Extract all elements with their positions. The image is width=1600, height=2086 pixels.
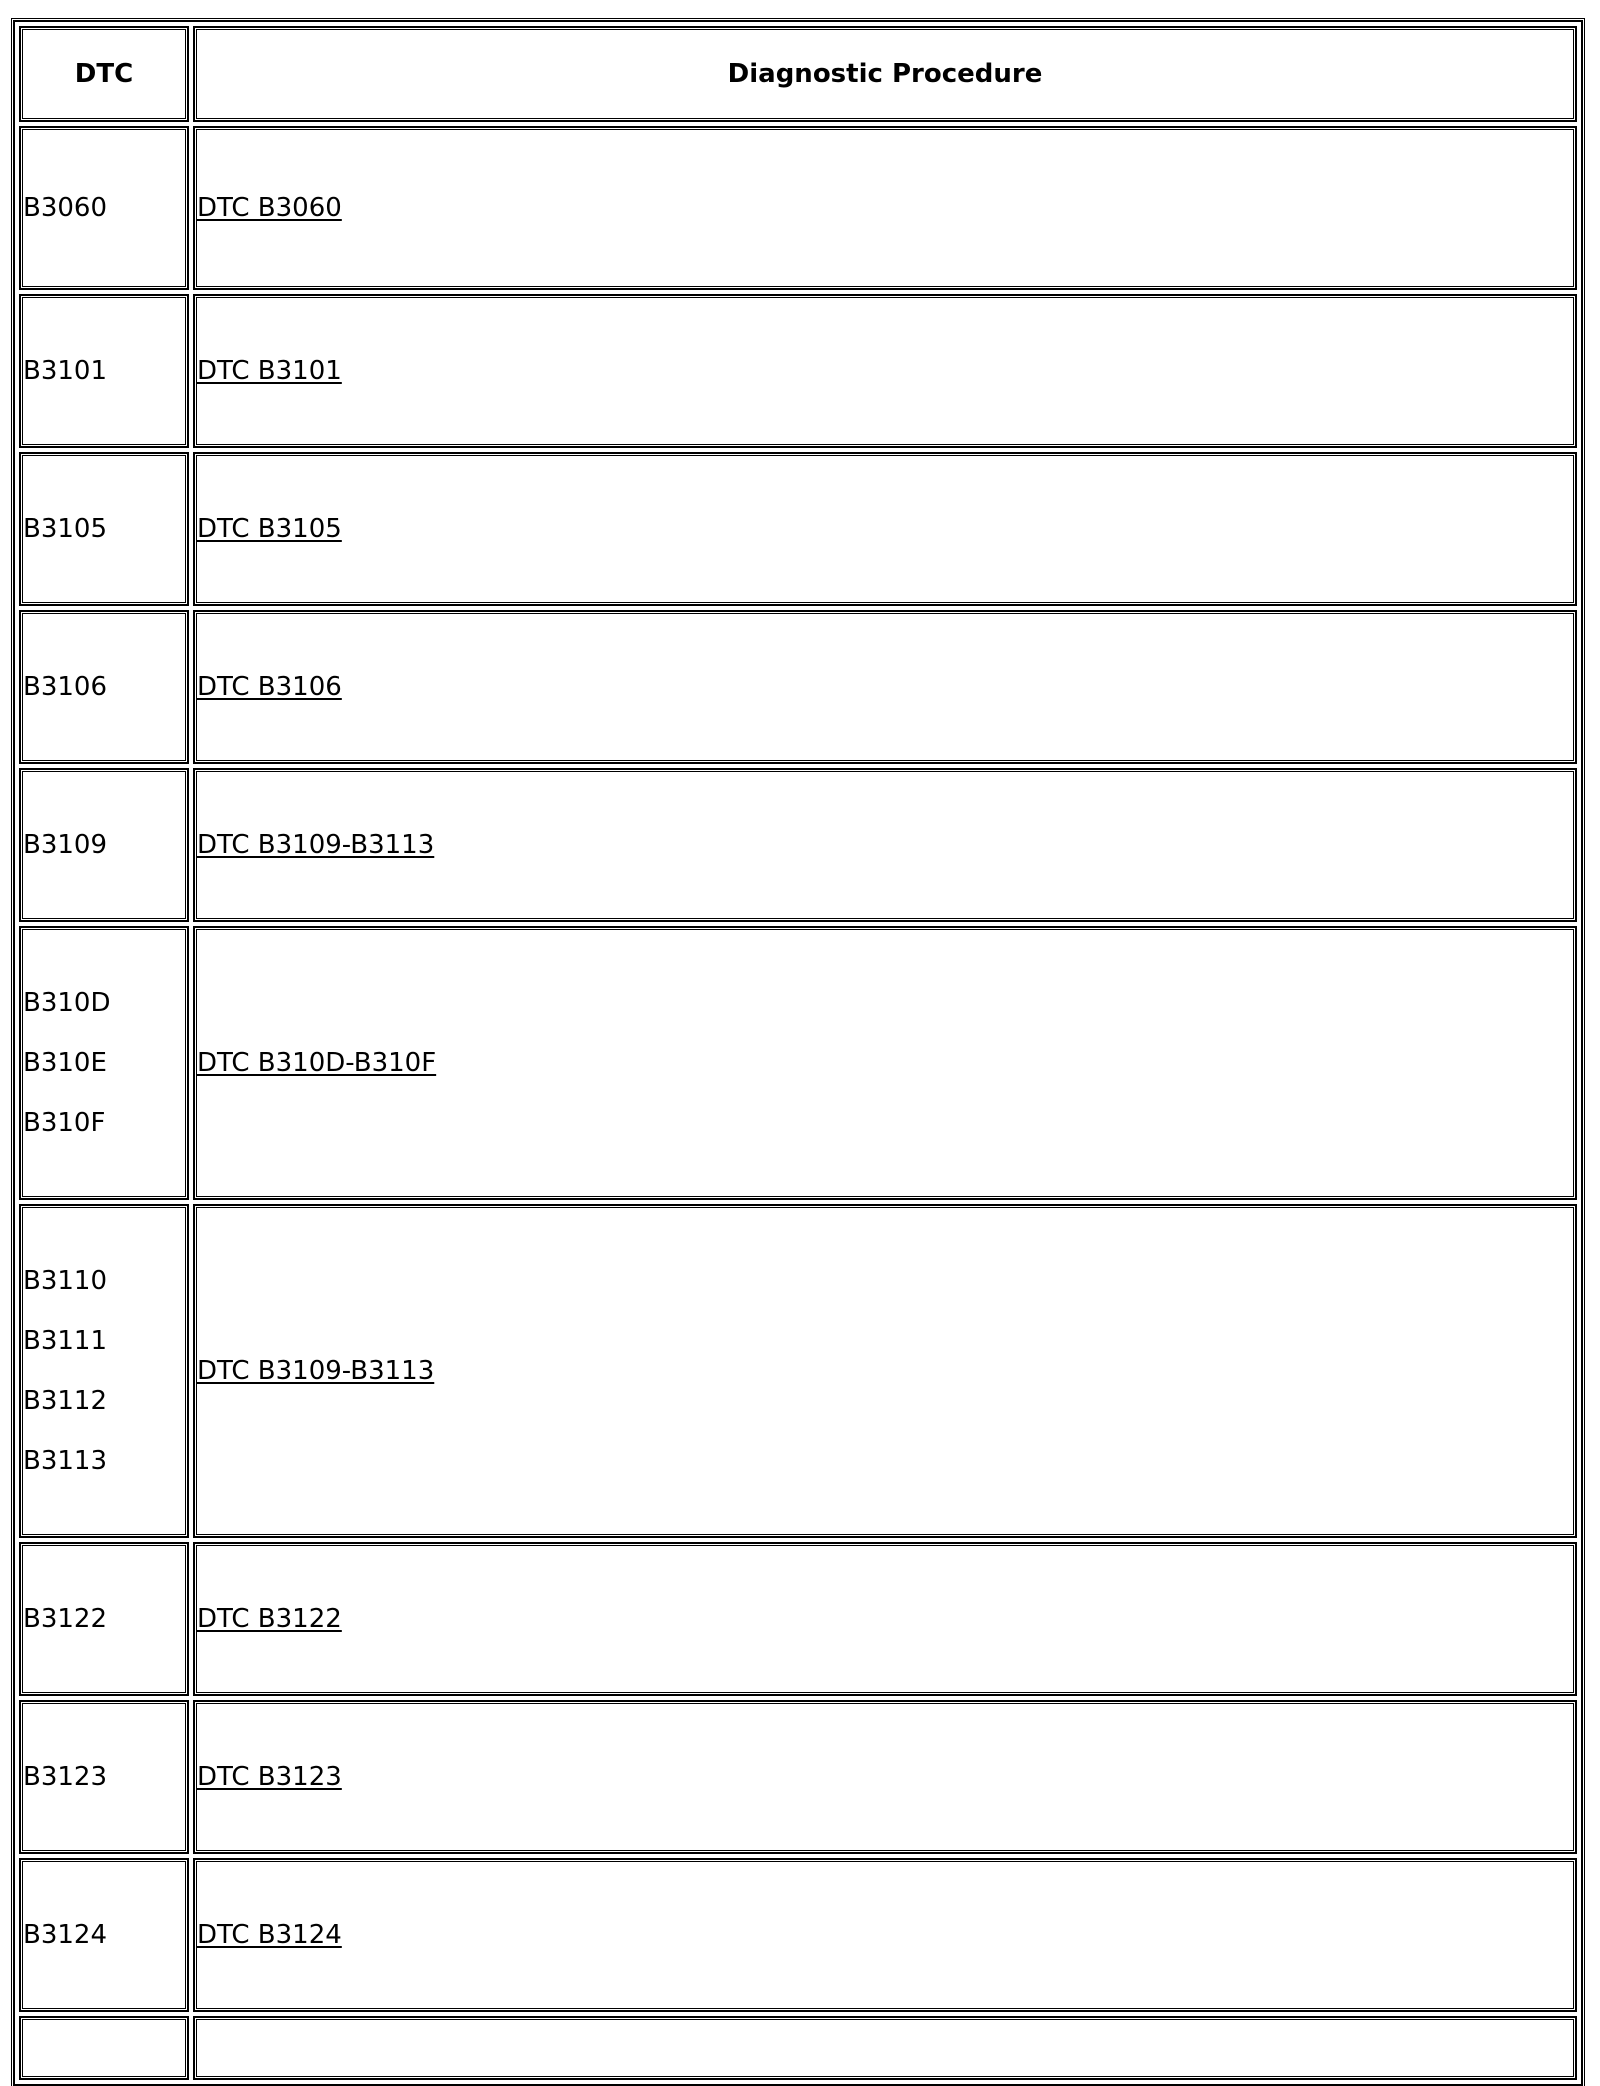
- table-row: [19, 452, 1577, 606]
- table-row: [19, 610, 1577, 764]
- procedure-link[interactable]: DTC B3105: [197, 514, 342, 544]
- table-row: [19, 1700, 1577, 1854]
- dtc-code: B3113: [23, 1446, 108, 1476]
- procedure-link[interactable]: DTC B3106: [197, 672, 342, 702]
- table-row: [19, 1542, 1577, 1696]
- procedure-cell: [193, 1204, 1577, 1538]
- table-row: [19, 1204, 1577, 1538]
- dtc-cell: [19, 294, 189, 448]
- table-row: [19, 126, 1577, 290]
- table-row: [19, 294, 1577, 448]
- dtc-table: [13, 20, 1583, 2086]
- procedure-link[interactable]: DTC B310D-B310F: [197, 1048, 437, 1078]
- dtc-cell: [19, 1858, 189, 2012]
- table-row: [19, 768, 1577, 922]
- procedure-link[interactable]: DTC B3124: [197, 1920, 342, 1950]
- procedure-cell: [193, 610, 1577, 764]
- dtc-cell: [19, 768, 189, 922]
- procedure-cell: [193, 1542, 1577, 1696]
- dtc-cell-empty: [19, 2016, 189, 2080]
- procedure-link[interactable]: DTC B3060: [197, 193, 342, 223]
- dtc-code: B310E: [23, 1048, 107, 1078]
- dtc-code: B3105: [23, 514, 108, 544]
- table-row: [19, 1858, 1577, 2012]
- procedure-cell: [193, 1858, 1577, 2012]
- procedure-link[interactable]: DTC B3109-B3113: [197, 830, 435, 860]
- table-row-partial: [19, 2016, 1577, 2080]
- procedure-cell: [193, 926, 1577, 1200]
- procedure-cell: [193, 452, 1577, 606]
- table-row: [19, 926, 1577, 1200]
- dtc-code: B3112: [23, 1386, 108, 1416]
- dtc-code: B3122: [23, 1604, 108, 1634]
- dtc-cell: [19, 452, 189, 606]
- procedure-link[interactable]: DTC B3123: [197, 1762, 342, 1792]
- procedure-link[interactable]: DTC B3122: [197, 1604, 342, 1634]
- dtc-column-header: DTC: [19, 26, 189, 122]
- dtc-cell: [19, 926, 189, 1200]
- procedure-cell: [193, 126, 1577, 290]
- procedure-cell: [193, 294, 1577, 448]
- dtc-code: B3106: [23, 672, 108, 702]
- procedure-cell-empty: [193, 2016, 1577, 2080]
- dtc-cell: [19, 126, 189, 290]
- procedure-link[interactable]: DTC B3101: [197, 356, 342, 386]
- header-row: [19, 26, 1577, 122]
- dtc-cell: [19, 610, 189, 764]
- dtc-code: B3110: [23, 1266, 108, 1296]
- dtc-cell: [19, 1204, 189, 1538]
- procedure-column-header: Diagnostic Procedure: [193, 26, 1577, 122]
- dtc-code: B3060: [23, 193, 108, 223]
- dtc-code: B3111: [23, 1326, 108, 1356]
- dtc-cell: [19, 1700, 189, 1854]
- procedure-cell: [193, 1700, 1577, 1854]
- dtc-code: B3101: [23, 356, 108, 386]
- dtc-code: B3109: [23, 830, 108, 860]
- procedure-link[interactable]: DTC B3109-B3113: [197, 1356, 435, 1386]
- procedure-cell: [193, 768, 1577, 922]
- dtc-cell: [19, 1542, 189, 1696]
- dtc-code: B310F: [23, 1108, 106, 1138]
- dtc-code: B3123: [23, 1762, 108, 1792]
- dtc-code: B310D: [23, 988, 111, 1018]
- dtc-code: B3124: [23, 1920, 108, 1950]
